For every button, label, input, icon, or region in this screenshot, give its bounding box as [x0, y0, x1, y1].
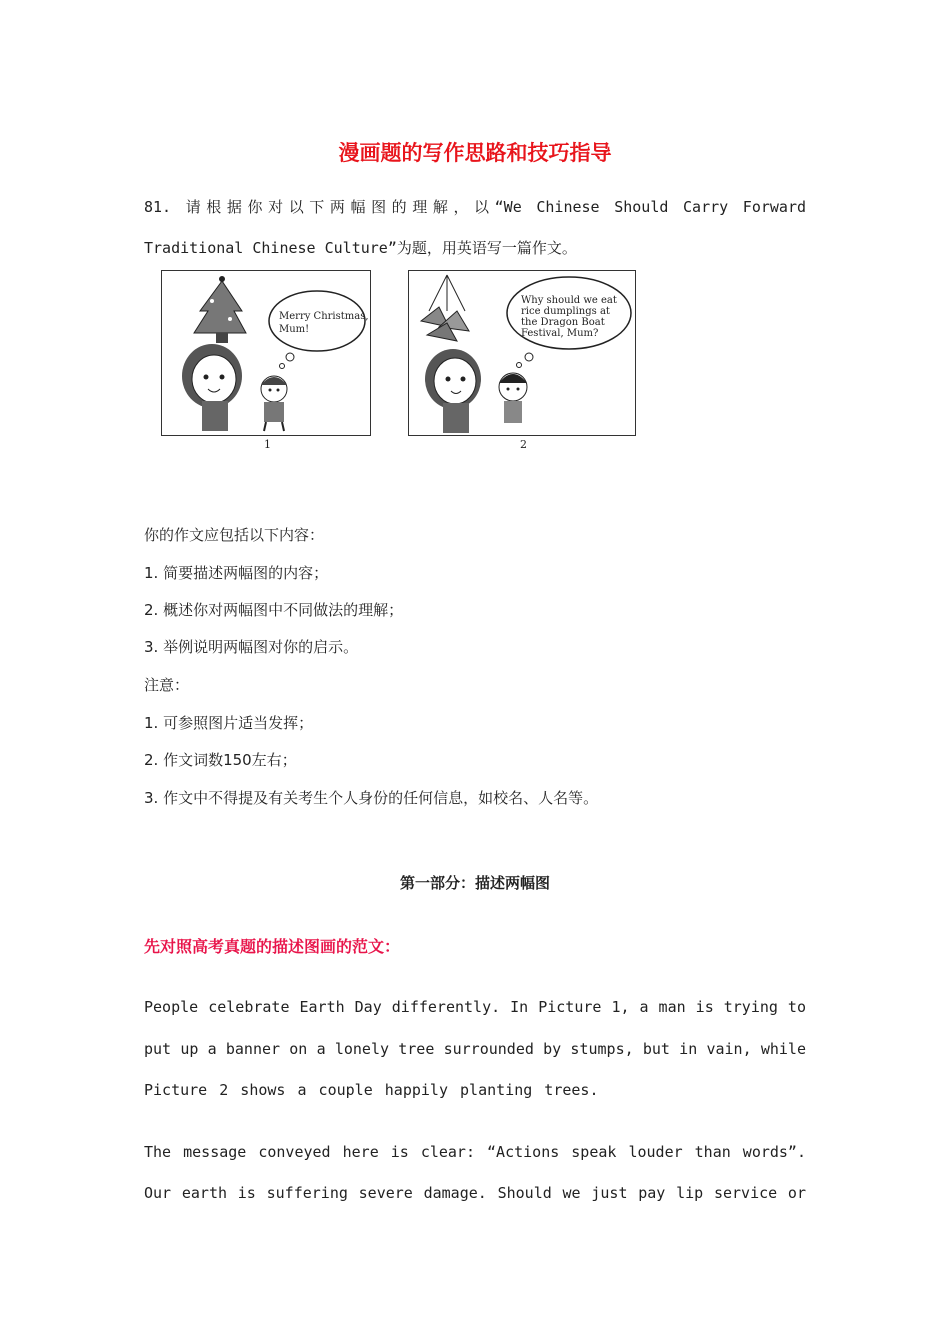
question-line-1: 81. 请根据你对以下两幅图的理解，以“We Chinese Should Carry Forward	[144, 198, 806, 216]
speech-line: Mum!	[279, 324, 310, 335]
requirements-intro: 你的作文应包括以下内容：	[144, 526, 325, 544]
paragraph-line: Picture 2 shows a couple happily planting trees.	[144, 1081, 599, 1099]
cartoon-panel-1	[161, 270, 371, 436]
rice-dumplings-icon	[421, 275, 469, 341]
question-line-2: Traditional Chinese Culture”为题，用英语写一篇作文。	[144, 239, 577, 257]
paragraph-line: People celebrate Earth Day differently. In Picture 1, a man is trying to	[144, 998, 806, 1016]
paragraph-line: The message conveyed here is clear: “Actions speak louder than words”.	[144, 1143, 806, 1161]
note-item: 1. 可参照图片适当发挥；	[144, 714, 314, 732]
figure-caption-2: 2	[520, 438, 527, 451]
speech-line: the Dragon Boat	[521, 317, 605, 328]
cartoon-panel-2	[408, 270, 636, 436]
child-figure	[499, 373, 527, 423]
requirement-item: 3. 举例说明两幅图对你的启示。	[144, 638, 359, 656]
paragraph-line: Our earth is suffering severe damage. Should we just pay lip service or	[144, 1184, 806, 1202]
speech-line: Festival, Mum?	[521, 328, 599, 339]
notes-intro: 注意：	[144, 676, 190, 694]
section-title: 第一部分：描述两幅图	[399, 874, 550, 892]
mother-figure	[182, 344, 242, 431]
subheading: 先对照高考真题的描述图画的范文：	[144, 937, 401, 956]
page-title: 漫画题的写作思路和技巧指导	[338, 141, 612, 165]
speech-bubble	[269, 291, 369, 369]
mother-figure	[425, 349, 481, 433]
speech-line: rice dumplings at	[521, 306, 610, 317]
speech-bubble	[507, 277, 631, 368]
requirement-item: 1. 简要描述两幅图的内容；	[144, 564, 329, 582]
note-item: 2. 作文词数150左右；	[144, 751, 297, 769]
paragraph-line: put up a banner on a lonely tree surrounded by stumps, but in vain, while	[144, 1040, 806, 1058]
figure-caption-1: 1	[264, 438, 271, 451]
note-item: 3. 作文中不得提及有关考生个人身份的任何信息，如校名、人名等。	[144, 789, 599, 807]
speech-line: Why should we eat	[521, 295, 617, 306]
speech-line: Merry Christmas,	[279, 311, 369, 322]
requirement-item: 2. 概述你对两幅图中不同做法的理解；	[144, 601, 404, 619]
christmas-tree-icon	[194, 276, 246, 343]
child-figure	[261, 376, 287, 431]
